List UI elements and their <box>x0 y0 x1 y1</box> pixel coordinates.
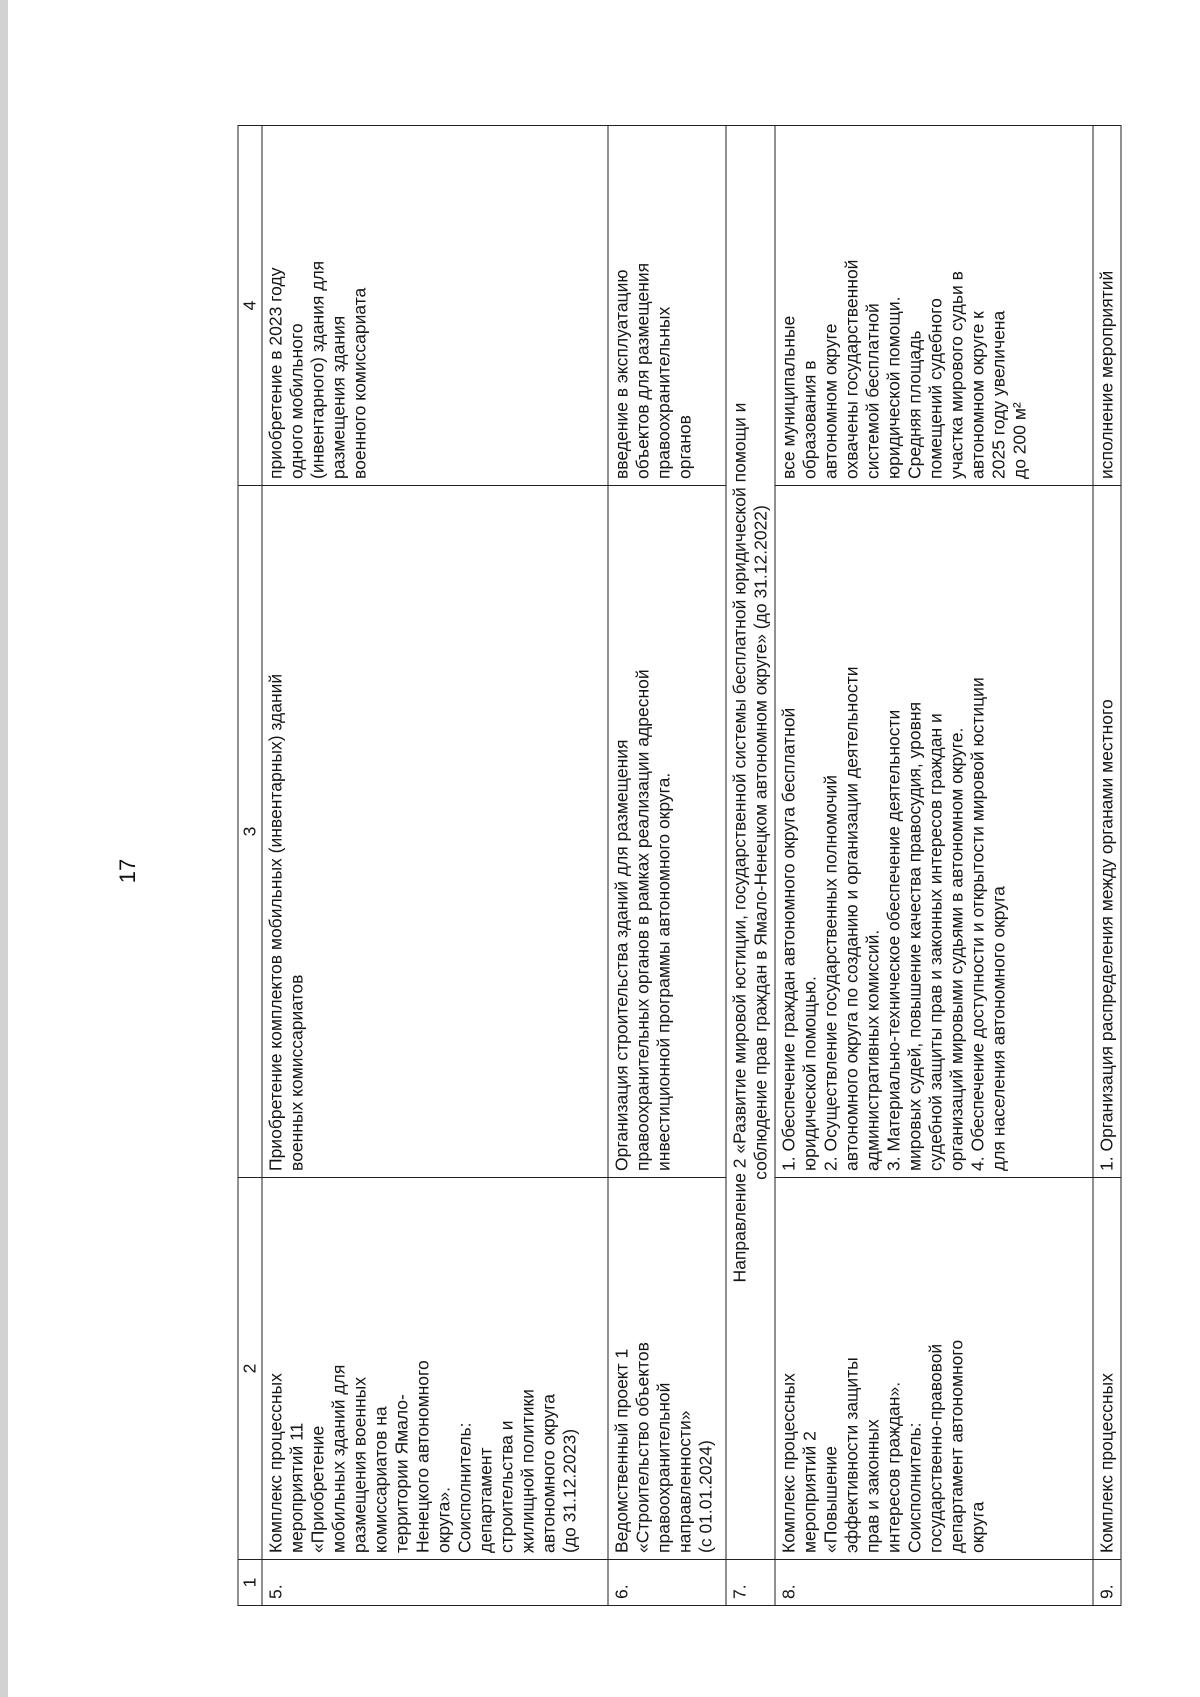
row-number: 8. <box>775 1560 1093 1606</box>
row-number: 6. <box>608 1560 726 1606</box>
table-row-direction <box>726 126 775 1606</box>
table-row <box>608 126 726 1606</box>
task-description-cell: 1. Организация распределения между органами местного <box>1093 486 1121 1178</box>
table-rotated-wrapper <box>238 126 1143 1606</box>
measures-table <box>238 125 1122 1606</box>
table-row <box>1093 126 1121 1606</box>
expected-result-cell: введение в эксплуатацию объектов для размещения правоохранительных органов <box>608 126 726 486</box>
program-element-cell: Комплекс процессных <box>1093 1178 1121 1560</box>
table-header-row <box>238 126 262 1606</box>
task-description-cell: Приобретение комплектов мобильных (инвентарных) зданий военных комиссариатов <box>262 486 608 1178</box>
task-description-cell: 1. Обеспечение граждан автономного округа бесплатной юридической помощью. 2. Осуществление государственных полномочий автономного округа по созданию и организации деятельности административных комиссий. 3. Материально-техническое обеспечение деятельности мировых судей, повышение качества правосудия, уровня судебной защиты прав и законных интересов граждан и организаций мировыми судьями в автономном округе. 4. Обеспечение доступности и открытости мировой юстиции для населения автономного округа <box>775 486 1093 1178</box>
header-cell-3: 3 <box>238 486 262 1178</box>
table-row <box>775 126 1093 1606</box>
program-element-cell: Комплекс процессных мероприятий 2 «Повышение эффективности защиты прав и законных интересов граждан». Соисполнитель: государственно-правовой департамент автономного округа <box>775 1178 1093 1560</box>
program-element-cell: Ведомственный проект 1 «Строительство объектов правоохранительной направленности» (с 01.01.2024) <box>608 1178 726 1560</box>
document-page <box>8 0 1200 1697</box>
expected-result-cell: исполнение мероприятий <box>1093 126 1121 486</box>
header-cell-1: 1 <box>238 1560 262 1606</box>
row-number: 9. <box>1093 1560 1121 1606</box>
program-element-cell: Комплекс процессных мероприятий 11 «Приобретение мобильных зданий для размещения военных комиссариатов на территории Ямало- Ненецкого автономного округа». Соисполнитель: департамент строительства и жилищной политики автономного округа (до 31.12.2023) <box>262 1178 608 1560</box>
row-number: 7. <box>726 1560 775 1606</box>
row-number: 5. <box>262 1560 608 1606</box>
header-cell-4: 4 <box>238 126 262 486</box>
expected-result-cell: приобретение в 2023 году одного мобильного (инвентарного) здания для размещения здания военного комиссариата <box>262 126 608 486</box>
header-cell-2: 2 <box>238 1178 262 1560</box>
table-row <box>262 126 608 1606</box>
expected-result-cell: все муниципальные образования в автономном округе охвачены государственной системой бесплатной юридической помощи. Средняя площадь помещений судебного участка мирового судьи в автономном округе к 2025 году увеличена до 200 м² <box>775 126 1093 486</box>
direction-heading-cell: Направление 2 «Развитие мировой юстиции, государственной системы бесплатной юридической помощи и соблюдение прав граждан в Ямало-Ненецком автономном округе» (до 31.12.2022) <box>726 126 775 1560</box>
task-description-cell: Организация строительства зданий для размещения правоохранительных органов в рамках реализации адресной инвестиционной программы автономного округа. <box>608 486 726 1178</box>
page-number: 17 <box>115 858 141 884</box>
